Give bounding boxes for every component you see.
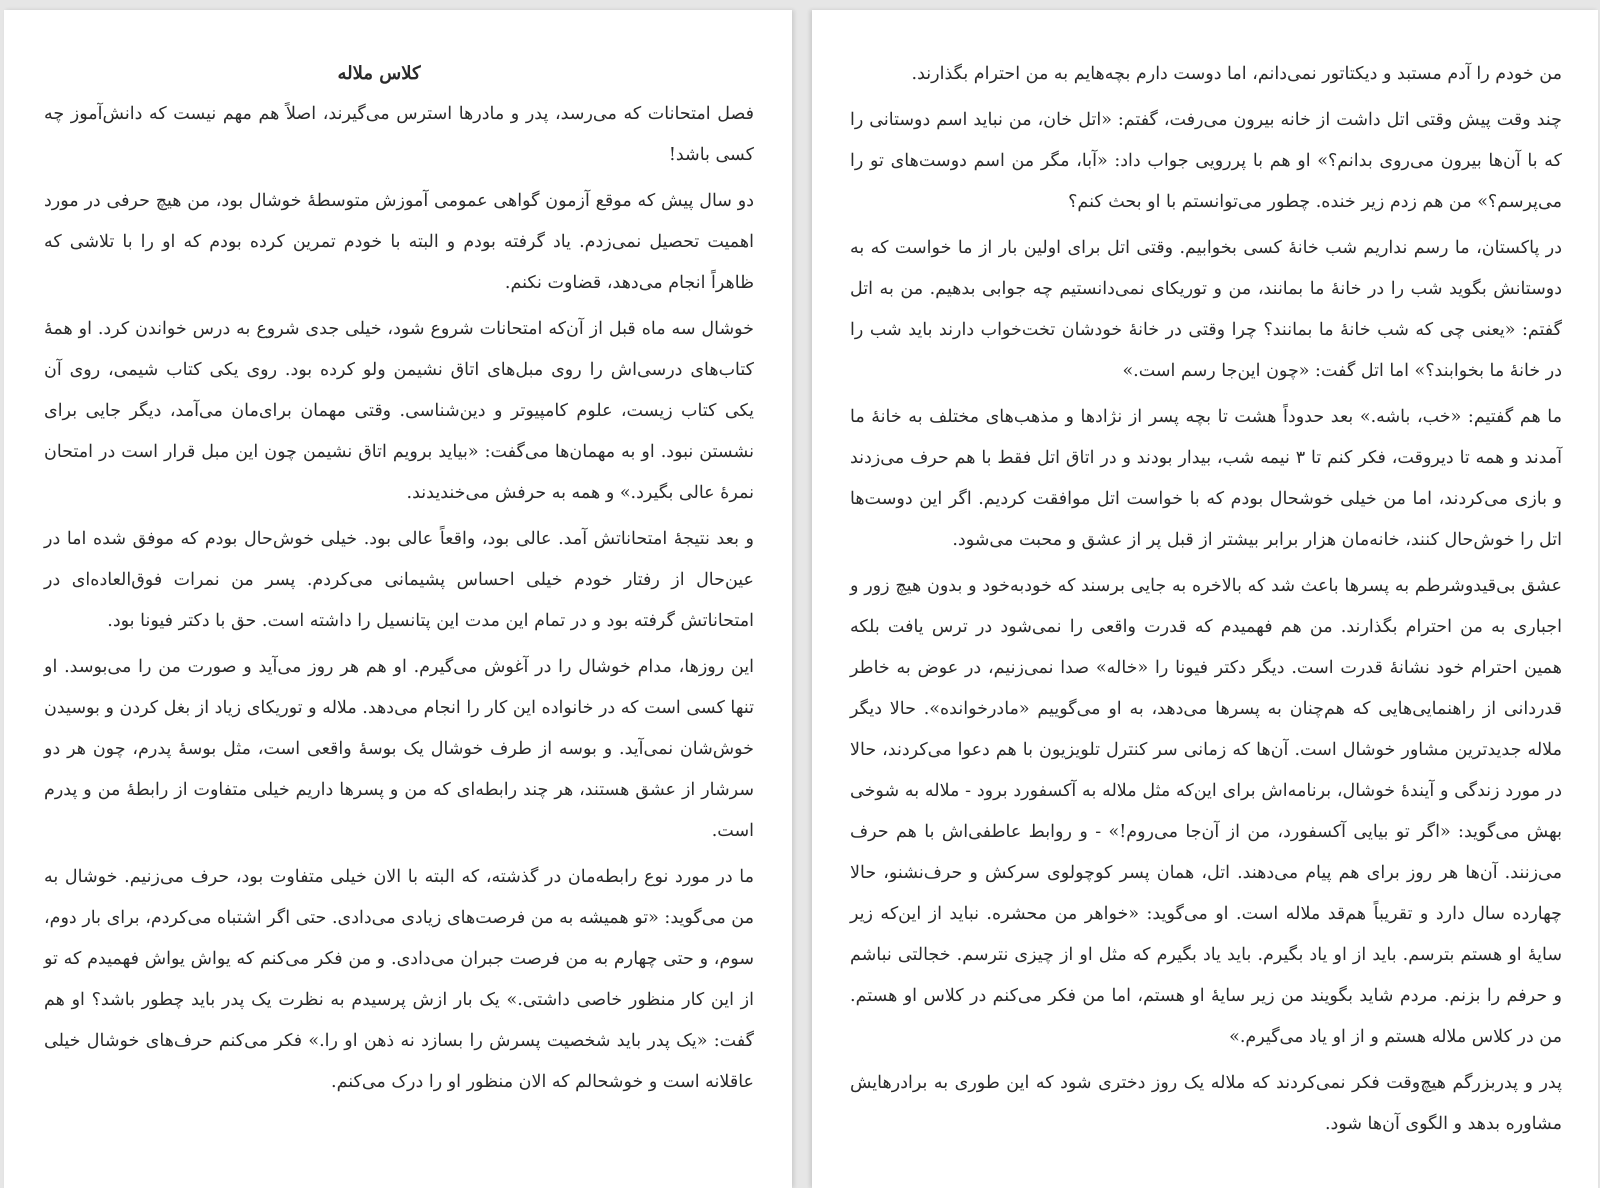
chapter-title: کلاس ملاله bbox=[337, 63, 421, 84]
paragraph: ما هم گفتیم: «خب، باشه.» بعد حدوداً هشت تا بچه پسر از نژادها و مذهب‌های مختلف به خانهٔ ما آمدند و همه تا دیروقت، فکر کنم تا ۳ نیمه شب، بیدار بودند و در اتاق اتل فقط با هم حرف می‌زدند و بازی می‌کردند، اما من خیلی خوشحال بودم که با خواست اتل موافقت کردیم. اگر این دوست‌ها اتل را خوش‌حال کنند، خانه‌مان هزار برابر بیشتر از قبل پر از عشق و محبت می‌شود. bbox=[850, 407, 1562, 550]
paragraph: من خودم را آدم مستبد و دیکتاتور نمی‌دانم، اما دوست دارم بچه‌هایم به من احترام بگذارند. bbox=[911, 64, 1562, 84]
paragraph: عشق بی‌قیدوشرطم به پسرها باعث شد که بالاخره به جایی برسند که خودبه‌خود و بدون هیچ زور و اجباری به من احترام بگذارند. من هم فهمیدم که قدرت واقعی را نمی‌شود در ترس یافت بلکه همین احترام خود نشانهٔ قدرت است. دیگر دکتر فیونا را «خاله» صدا نمی‌زنیم، در عوض به خاطر قدردانی از راهنمایی‌هایی که هم‌چنان به پسرها می‌دهد، به او می‌گوییم «مادرخوانده». حالا دیگر ملاله جدیدترین مشاور خوشال است. آن‌ها که زمانی سر کنترل تلویزیون با هم دعوا می‌کردند، حالا در مورد زندگی و آیندهٔ خوشال، برنامه‌اش برای این‌که مثل ملاله به آکسفورد برود - ملاله به شوخی بهش می‌گوید: «اگر تو بیایی آکسفورد، من از آن‌جا می‌روم!» - و روابط عاطفی‌اش با هم حرف می‌زنند. آن‌ها هر روز برای هم پیام می‌دهند. اتل، همان پسر کوچولوی سرکش و حرف‌نشنو، حالا چهارده سال دارد و تقریباً هم‌قد ملاله است. او می‌گوید: «خواهر من محشره. نباید از این‌که زیر سایهٔ او هستم بترسم. باید از او یاد بگیرم. باید یاد بگیرم که مثل او از چیزی نترسم. خجالتی نباشم و حرفم را بزنم. مردم شاید بگویند من زیر سایهٔ او هستم، اما من فکر می‌کنم در کلاس او هستم. من در کلاس ملاله هستم و از او یاد می‌گیرم.» bbox=[850, 576, 1562, 1047]
paragraph: و بعد نتیجهٔ امتحاناتش آمد. عالی بود، واقعاً عالی بود. خیلی خوش‌حال بودم که موفق شده اما در عین‌حال از رفتار خودم خیلی احساس پشیمانی می‌کردم. پسر من نمرات فوق‌العاده‌ای در امتحاناتش گرفته بود و در تمام این مدت این پتانسیل را داشته است. حق با دکتر فیونا بود. bbox=[44, 529, 754, 631]
paragraph: در پاکستان، ما رسم نداریم شب خانهٔ کسی بخوابیم. وقتی اتل برای اولین بار از ما خواست که به دوستانش بگوید شب را در خانهٔ ما بمانند، من و توریکای نمی‌دانستیم چه جوابی بدهیم. من به اتل گفتم: «یعنی چی که شب خانهٔ ما بمانند؟ چرا وقتی در خانهٔ خودشان تخت‌خواب دارند باید شب را در خانهٔ ما بخوابند؟» اما اتل گفت: «چون این‌جا رسم است.» bbox=[850, 238, 1562, 381]
paragraph: ما در مورد نوع رابطه‌مان در گذشته، که البته با الان خیلی متفاوت بود، حرف می‌زنیم. خوشال به من می‌گوید: «تو همیشه به من فرصت‌های زیادی می‌دادی. حتی اگر اشتباه می‌کردم، برای بار دوم، سوم، و حتی چهارم به من فرصت جبران می‌دادی. و من فکر می‌کنم که یواش یواش فهمیدم که تو از این کار منظور خاصی داشتی.» یک بار ازش پرسیدم به نظرت یک پدر باید چطور باشد؟ او هم گفت: «یک پدر باید شخصیت پسرش را بسازد نه ذهن او را.» فکر می‌کنم حرف‌های خوشال خیلی عاقلانه است و خوشحالم که الان منظور او را درک می‌کنم. bbox=[44, 867, 754, 1092]
left-page bbox=[4, 10, 792, 1188]
right-page bbox=[812, 10, 1598, 1188]
paragraph: فصل امتحانات که می‌رسد، پدر و مادرها استرس می‌گیرند، اصلاً هم مهم نیست که دانش‌آموز چه کسی باشد! bbox=[44, 104, 754, 165]
paragraph: این روزها، مدام خوشال را در آغوش می‌گیرم. او هم هر روز می‌آید و صورت من را می‌بوسد. او تنها کسی است که در خانواده این کار را انجام می‌دهد. ملاله و توریکای زیاد از بغل کردن و بوسیدن خوش‌شان نمی‌آید. و بوسه از طرف خوشال یک بوسهٔ واقعی است، مثل بوسهٔ پدرم، چون هر دو سرشار از عشق هستند، هر چند رابطه‌ای که من و پسرها داریم خیلی متفاوت از رابطهٔ من و پدرم است. bbox=[44, 657, 754, 841]
paragraph: پدر و پدربزرگم هیچ‌وقت فکر نمی‌کردند که ملاله یک روز دختری شود که این طوری به برادرهایش مشاوره بدهد و الگوی آن‌ها شود. bbox=[850, 1073, 1562, 1134]
paragraph: چند وقت پیش وقتی اتل داشت از خانه بیرون می‌رفت، گفتم: «اتل خان، من نباید اسم دوستانی را که با آن‌ها بیرون می‌روی بدانم؟» او هم با پررویی جواب داد: «آبا، مگر من اسم دوست‌های تو را می‌پرسم؟» من هم زدم زیر خنده. چطور می‌توانستم با او بحث کنم؟ bbox=[850, 110, 1562, 212]
paragraph: خوشال سه ماه قبل از آن‌که امتحانات شروع شود، خیلی جدی شروع به درس خواندن کرد. او همهٔ کتاب‌های درسی‌اش را روی مبل‌های اتاق نشیمن ولو کرده بود. روی یکی کتاب شیمی، روی آن یکی کتاب زیست، علوم کامپیوتر و دین‌شناسی. وقتی مهمان برای‌مان می‌آمد، دیگر جایی برای نشستن نبود. او به مهمان‌ها می‌گفت: «بیاید برویم اتاق نشیمن چون این مبل قرار است در امتحان نمرهٔ عالی بگیرد.» و همه به حرفش می‌خندیدند. bbox=[44, 319, 754, 503]
paragraph: دو سال پیش که موقع آزمون گواهی عمومی آموزش متوسطهٔ خوشال بود، من هیچ حرفی در مورد اهمیت تحصیل نمی‌زدم. یاد گرفته بودم و البته با خودم تمرین کرده بودم که او را با تلاشی که ظاهراً انجام می‌دهد، قضاوت نکنم. bbox=[44, 191, 754, 293]
